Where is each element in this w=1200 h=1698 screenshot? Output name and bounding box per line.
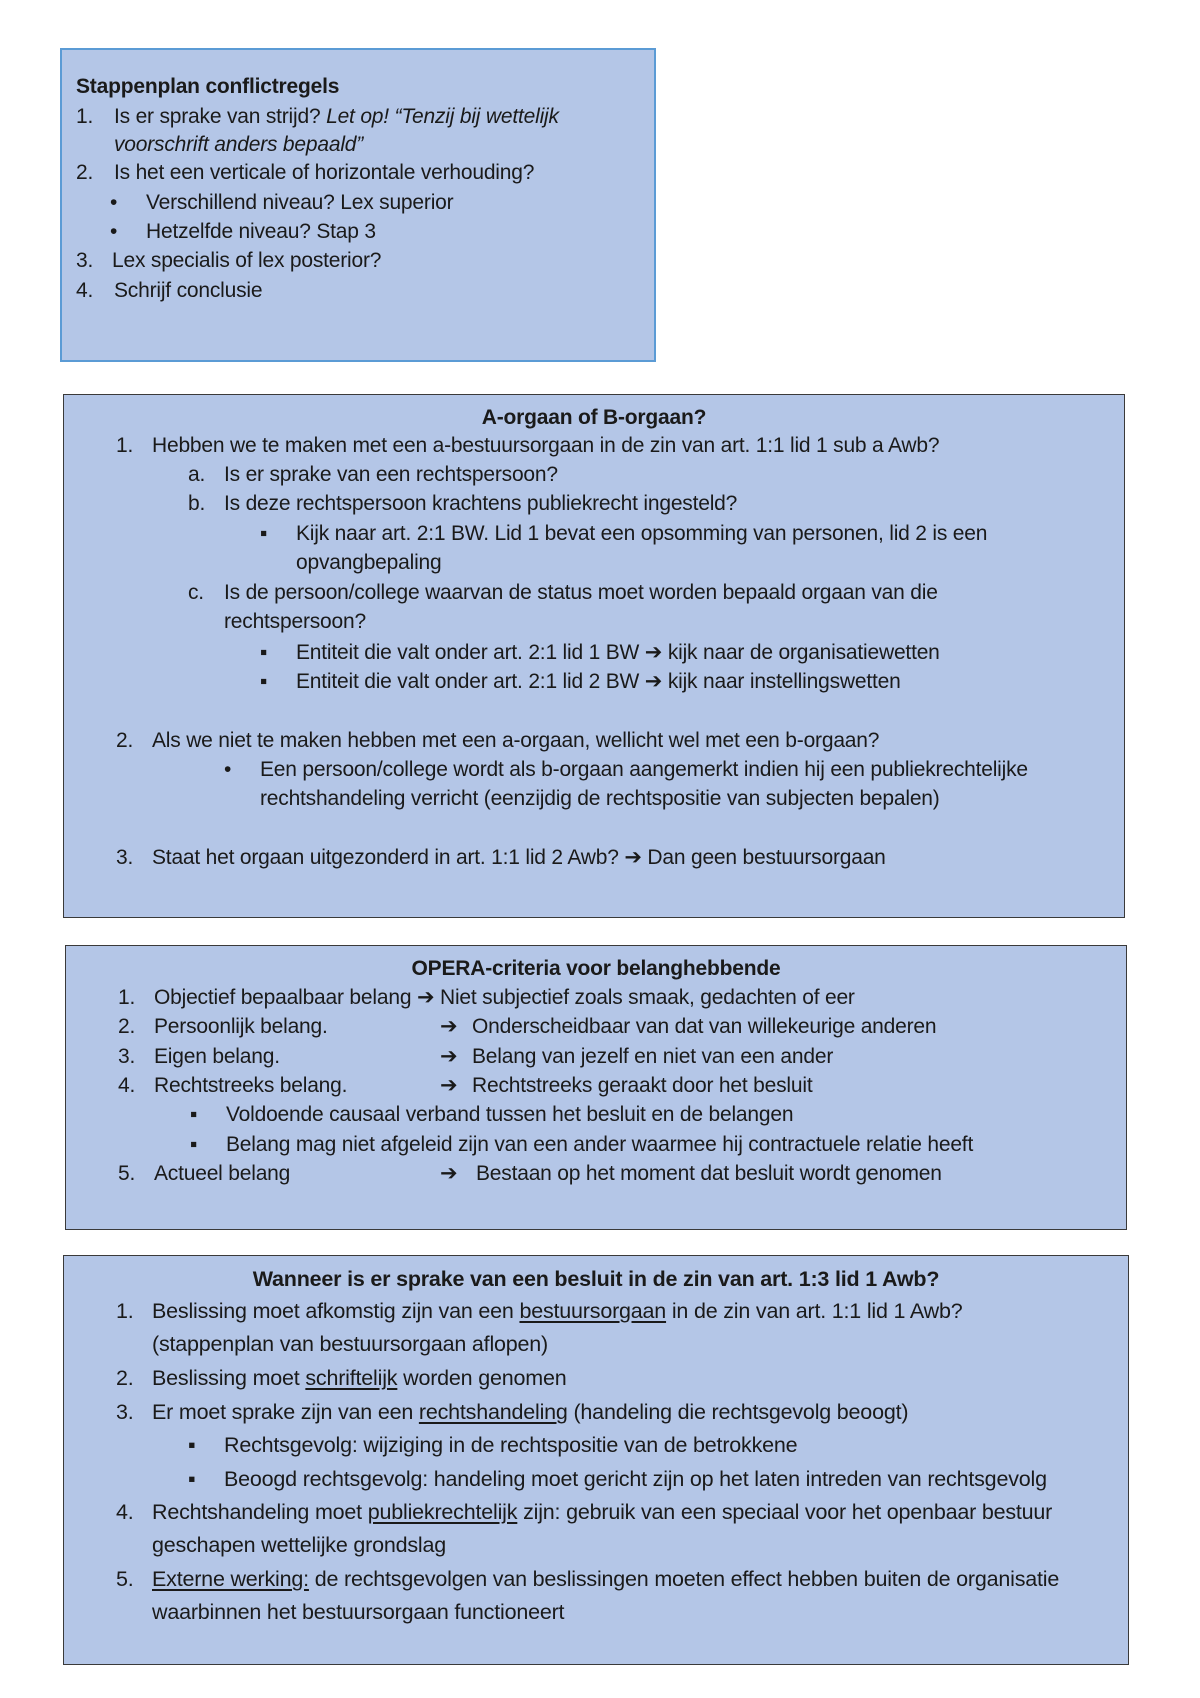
orgaan-q1c-bullet-1: ▪ Entiteit die valt onder art. 2:1 lid 1 BW ➔ kijk naar de organisatiewetten <box>260 641 940 664</box>
orgaan-box <box>63 394 1125 918</box>
stappenplan-sub-1: • Verschillend niveau? Lex superior <box>110 191 454 214</box>
stappenplan-sub-2: • Hetzelfde niveau? Stap 3 <box>110 220 376 243</box>
besluit-item-4: 4. Rechtshandeling moet publiekrechtelijk zijn: gebruik van een speciaal voor het openbaar bestuur <box>116 1500 1053 1524</box>
opera-item-5: 5. Actueel belang ➔ Bestaan op het moment dat besluit wordt genomen <box>118 1162 942 1185</box>
orgaan-q1c-cont: rechtspersoon? <box>224 610 366 633</box>
arrow-icon: ➔ <box>440 1045 458 1068</box>
besluit-box <box>63 1255 1129 1665</box>
orgaan-q1b: b. Is deze rechtspersoon krachtens publiekrecht ingesteld? <box>188 492 738 515</box>
besluit-item-3: 3. Er moet sprake zijn van een rechtshandeling (handeling die rechtsgevolg beoogt) <box>116 1400 909 1424</box>
orgaan-q1c-bullet-2: ▪ Entiteit die valt onder art. 2:1 lid 2 BW ➔ kijk naar instellingswetten <box>260 670 901 693</box>
besluit-item-3-sub-1: ▪ Rechtsgevolg: wijziging in de rechtspositie van de betrokkene <box>188 1433 798 1457</box>
stappenplan-item-1: 1. Is er sprake van strijd? Let op! “Tenzij bij wettelijk <box>76 105 559 128</box>
stappenplan-item-4: 4. Schrijf conclusie <box>76 279 263 302</box>
arrow-icon: ➔ <box>440 1162 458 1185</box>
opera-item-2: 2. Persoonlijk belang. ➔ Onderscheidbaar van dat van willekeurige anderen <box>118 1015 937 1038</box>
stappenplan-title: Stappenplan conflictregels <box>76 75 340 98</box>
opera-item-3: 3. Eigen belang. ➔ Belang van jezelf en niet van een ander <box>118 1045 834 1068</box>
besluit-item-5-cont: waarbinnen het bestuursorgaan functioneert <box>152 1600 565 1624</box>
besluit-item-5: 5. Externe werking: de rechtsgevolgen van beslissingen moeten effect hebben buiten de organisatie <box>116 1567 1060 1591</box>
arrow-icon: ➔ <box>440 1074 458 1097</box>
orgaan-q1c: c. Is de persoon/college waarvan de status moet worden bepaald orgaan van die <box>188 581 938 604</box>
arrow-icon: ➔ <box>440 1015 458 1038</box>
orgaan-q1b-bullet: ▪ Kijk naar art. 2:1 BW. Lid 1 bevat een opsomming van personen, lid 2 is een <box>260 522 988 545</box>
besluit-item-3-sub-2: ▪ Beoogd rechtsgevolg: handeling moet gericht zijn op het laten intreden van rechtsgevolg <box>188 1467 1047 1491</box>
stappenplan-item-3: 3. Lex specialis of lex posterior? <box>76 249 382 272</box>
opera-title: OPERA-criteria voor belanghebbende <box>411 957 781 980</box>
opera-sub-1: ▪ Voldoende causaal verband tussen het besluit en de belangen <box>190 1103 794 1126</box>
stappenplan-box <box>60 48 656 362</box>
besluit-item-1-cont: (stappenplan van bestuursorgaan aflopen) <box>152 1332 549 1356</box>
arrow-icon: ➔ <box>644 641 663 664</box>
stappenplan-item-1-cont: voorschrift anders bepaald” <box>114 133 364 156</box>
opera-box <box>65 945 1127 1230</box>
orgaan-q1: 1. Hebben we te maken met een a-bestuursorgaan in de zin van art. 1:1 lid 1 sub a Awb? <box>116 434 940 457</box>
orgaan-q1b-bullet-cont: opvangbepaling <box>296 551 442 574</box>
orgaan-q3: 3. Staat het orgaan uitgezonderd in art. 1:1 lid 2 Awb? ➔ Dan geen bestuursorgaan <box>116 846 886 869</box>
opera-item-4: 4. Rechtstreeks belang. ➔ Rechtstreeks geraakt door het besluit <box>118 1074 813 1097</box>
besluit-item-1: 1. Beslissing moet afkomstig zijn van een bestuursorgaan in de zin van art. 1:1 lid 1 Awb? <box>116 1299 963 1323</box>
orgaan-title: A-orgaan of B-orgaan? <box>481 406 707 429</box>
besluit-title: Wanneer is er sprake van een besluit in de zin van art. 1:3 lid 1 Awb? <box>252 1267 940 1291</box>
orgaan-q1a: a. Is er sprake van een rechtspersoon? <box>188 463 558 486</box>
orgaan-q2-bullet: • Een persoon/college wordt als b-orgaan aangemerkt indien hij een publiekrechtelijke <box>224 758 1028 781</box>
orgaan-q2: 2. Als we niet te maken hebben met een a-orgaan, wellicht wel met een b-orgaan? <box>116 729 880 752</box>
besluit-item-4-cont: geschapen wettelijke grondslag <box>152 1533 447 1557</box>
arrow-icon: ➔ <box>416 986 435 1009</box>
arrow-icon: ➔ <box>644 670 663 693</box>
arrow-icon: ➔ <box>624 846 642 869</box>
opera-sub-2: ▪ Belang mag niet afgeleid zijn van een ander waarmee hij contractuele relatie heeft <box>190 1133 974 1156</box>
orgaan-q2-bullet-cont: rechtshandeling verricht (eenzijdig de rechtspositie van subjecten bepalen) <box>260 787 940 810</box>
opera-item-1: 1. Objectief bepaalbaar belang ➔ Niet subjectief zoals smaak, gedachten of eer <box>118 986 855 1009</box>
stappenplan-item-2: 2. Is het een verticale of horizontale verhouding? <box>76 161 535 184</box>
besluit-item-2: 2. Beslissing moet schriftelijk worden genomen <box>116 1366 567 1390</box>
